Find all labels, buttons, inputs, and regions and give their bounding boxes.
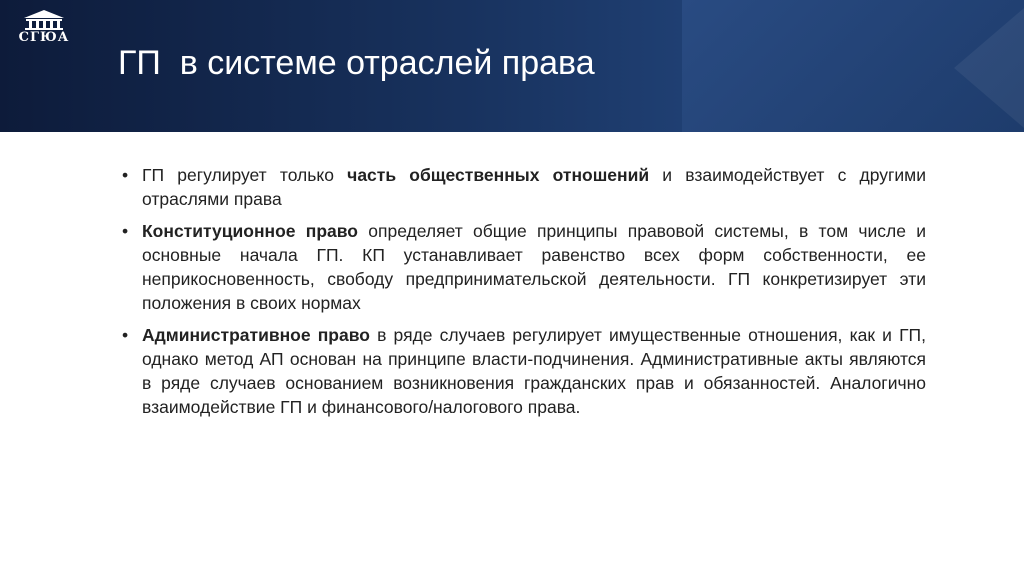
bullet-marker: • [122, 325, 129, 345]
bullet-marker: • [122, 221, 129, 241]
building-icon [14, 8, 74, 32]
slide-header [0, 0, 1024, 132]
bullet-text: в ряде случаев регулирует имущественные отношения, как и ГП, однако метод АП основан на принципе власти-подчинения. Административные акты являются в ряде случаев основанием возникновения гражданских прав и обязанностей. Аналогично взаимодействие ГП и финансового/налогового права. [142, 325, 926, 417]
bullet-emphasis: часть общественных отношений [347, 165, 650, 185]
slide-title: ГП в системе отраслей права [118, 44, 595, 82]
bullet-item [122, 219, 926, 315]
bullet-text: и взаимодействует с другими отраслями права [142, 165, 926, 209]
header-decor-triangle [954, 8, 1024, 128]
bullet-emphasis: Административное право [142, 325, 370, 345]
header-decor-panel [682, 0, 1024, 132]
bullet-item [122, 323, 926, 419]
bullet-list [122, 163, 926, 427]
logo-text: СГЮА [18, 30, 70, 45]
bullet-text: ГП регулирует только [142, 165, 348, 185]
bullet-marker: • [122, 165, 129, 185]
bullet-item [122, 163, 926, 211]
bullet-emphasis: Конституционное право [142, 221, 358, 241]
bullet-text: определяет общие принципы правовой системы, в том числе и основные начала ГП. КП устанавливает равенство всех форм собственности, ее неприкосновенность, свободу предпринимательской деятельности. ГП конкретизирует эти положения в своих нормах [142, 221, 926, 313]
university-logo [14, 8, 74, 52]
